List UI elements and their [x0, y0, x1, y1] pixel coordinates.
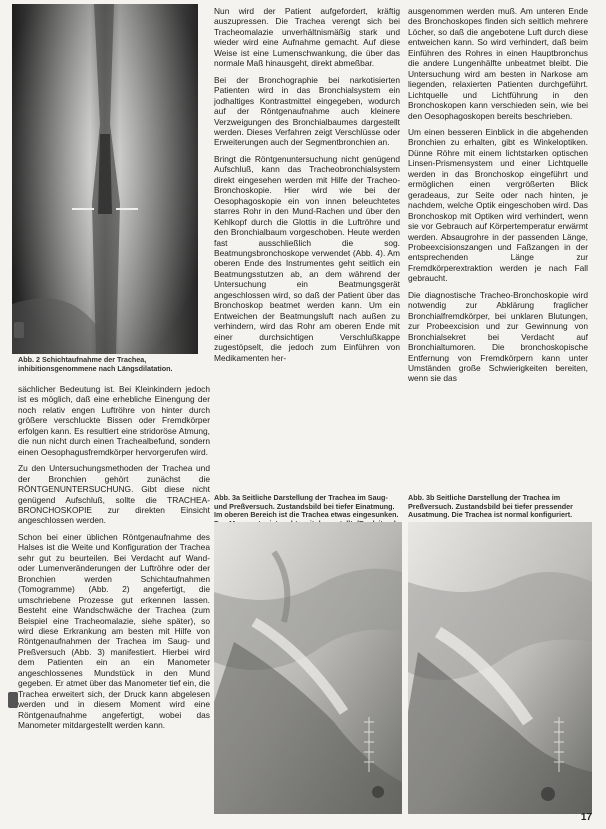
margin-marker [14, 322, 24, 338]
paragraph: Die diagnostische Tracheo-Bronchoskopie wird notwendig zur Abklärung fraglicher Bronchialfremdkörper, bei unklaren Blutungen, zur Probeexcision und zur Gewinnung von Bronchialsekret bei Verdacht auf Bronchialtumoren. Die bronchoskopische Entfernung von Fremdkörpern kann unter Umständen große Schwierigkeiten bereiten, wenn sie das [408, 289, 588, 384]
page-number: 17 [580, 812, 592, 823]
margin-marker [8, 692, 18, 708]
middle-column-text [214, 6, 400, 369]
paragraph: Schon bei einer üblichen Röntgenaufnahme des Halses ist die Weite und Konfiguration der Trachea sehr gut zu beurteilen. Bei Verdacht auf Wand- oder Lumenveränderungen der Luftröhre oder der Bronchien werden Schichtaufnahmen (Tomogramme) (Abb. 2) angefertigt, die umschriebene Prozesse gut erkennen lassen. Besteht eine Wandschwäche der Trachea (zum Beispiel eine Tracheomalazie, siehe später), so wird diese Erkrankung am besten mit Hilfe von Röntgenaufnahmen der Trachea im Saug- und Preßversuch (Abb. 3) manifestiert. Hierbei wird dem Patienten ein an ein Manometer angeschlossenes Mundstück in den Mund gegeben. Er atmet über das Manometer tief ein, die Trachea erweitert sich, der Druck kann abgelesen werden und in diesem Moment wird eine Röntgenaufnahme angefertigt, wobei das Manometer mitdargestellt werden kann. [18, 531, 210, 731]
paragraph: Bringt die Röntgenuntersuchung nicht genügend Aufschluß, kann das Tracheobronchialsystem direkt eingesehen werden mit Hilfe der Tracheo-Bronchoskopie. Hier wird wie bei der Oesophagoskopie ein von innen beleuchtetes starres Rohr in den Mund-Rachen und über den Kehlkopf durch die Glottis in die Luftröhre und den Bronchialbaum vorgeschoben. Heute werden fast ausschließlich die sog. Beatmungsbronchoskope verwendet (Abb. 4). Am oberen Ende des Instrumentes geht seitlich ein Beatmungsstutzen ab, an dem während der Untersuchung ein Beatmungsgerät angeschlossen wird, so daß der Patient über das Bronchoskop beatmet werden kann. Um ein Entweichen der Beatmungsluft nach außen zu verhindern, wird das Rohr am oberen Ende mit einer durchsichtigen Verschlußkappe zugestöpselt, die jedoch zum Einführen von Medikamenten her- [214, 153, 400, 363]
paragraph: Um einen besseren Einblick in die abgehenden Bronchien zu erhalten, gibt es Winkeloptiken. Dünne Röhre mit einem lichtstarken optischen Linsen-Prismensystem und einer Lichtquelle werden in das Bronchoskop eingeführt und ermöglichen einen vergrößerten Blick geradeaus, zur Seite oder nach hinten, je nachdem, welche Optik eingeschoben wird. Das Bronchoskop mit Optiken wird verhindert, wenn sie vor Gebrauch auf Körpertemperatur erwärmt werden. Absaugrohre in der passenden Länge, Probeexcisionszangen und Faßzangen in der entsprechenden Länge zur Fremdkörperextraktion werden je nach Fall gebraucht. [408, 126, 588, 284]
right-column-text [408, 6, 588, 390]
figure-2-caption: Abb. 2 Schichtaufnahme der Trachea, inhibitionsgenommene nach Längsdilatation. [18, 355, 173, 373]
figure-3b-caption: Abb. 3b Seitliche Darstellung der Trachea im Preßversuch. Zustandsbild bei tiefer pressender Ausatmung. Die Trachea ist normal konfiguriert. [408, 493, 573, 520]
figure-3b-xray-image [408, 522, 592, 814]
paragraph: Zu den Untersuchungsmethoden der Trachea und der Bronchien gehört zunächst die RÖNTGENUNTERSUCHUNG. Gibt diese nicht genügend Aufschluß, sollte die TRACHEA-BRONCHOSKOPIE zur direkten Einsicht angeschlossen werden. [18, 463, 210, 526]
paragraph: Nun wird der Patient aufgefordert, kräftig auszupressen. Die Trachea verengt sich bei Tracheomalazie unverhältnismäßig stark und wieder wird eine Aufnahme gemacht. Auf diese Weise ist eine Lumenschwankung, die über das normale Maß hinausgeht, direkt abmeßbar. [214, 6, 400, 69]
figure-3a-caption: Abb. 3a Seitliche Darstellung der Trachea im Saug- und Preßversuch. Zustandsbild bei tiefer Einatmung. Im oberen Bereich ist die Trachea etwas eingesunken. [214, 493, 399, 520]
figure-2-xray-image [12, 4, 198, 354]
figure-3a-xray-image [214, 522, 402, 814]
left-column-text [18, 384, 210, 737]
paragraph: sächlicher Bedeutung ist. Bei Kleinkindern jedoch ist es möglich, daß eine erhebliche Einengung der noch relativ engen Luftröhre von hinter durch größere verschluckte Bissen oder Fremdkörper erfolgen kann. Es resultiert eine stridoröse Atmung, die nun nicht durch einen Trachealbefund, sondern einen Oesophagusfremdkörper hervorgerufen wird. [18, 384, 210, 457]
paragraph: Bei der Bronchographie bei narkotisierten Patienten wird in das Bronchialsystem ein jodhaltiges Kontrastmittel eingegeben, wodurch auf der Röntgenaufnahme auch kleinere Verzweigungen des Bronchialbaumes dargestellt werden. Dieses Verfahren zeigt Verschlüsse oder Erweiterungen auch der Segmentbronchien an. [214, 74, 400, 148]
paragraph: ausgenommen werden muß. Am unteren Ende des Bronchoskopes finden sich seitlich mehrere Löcher, so daß die angebotene Luft durch diese entweichen kann. So wird verhindert, daß beim Einführen des Rohres in einen Hauptbronchus die andere Lungenhälfte unbeatmet bleibt. Die Untersuchung wird am besten in Narkose am liegenden, relaxierten Patienten durchgeführt. Lichtquelle und Lichtführung in den Bronchoskopen kann verschieden sein, wie bei den Oesophagoskopen bereits beschrieben. [408, 6, 588, 121]
